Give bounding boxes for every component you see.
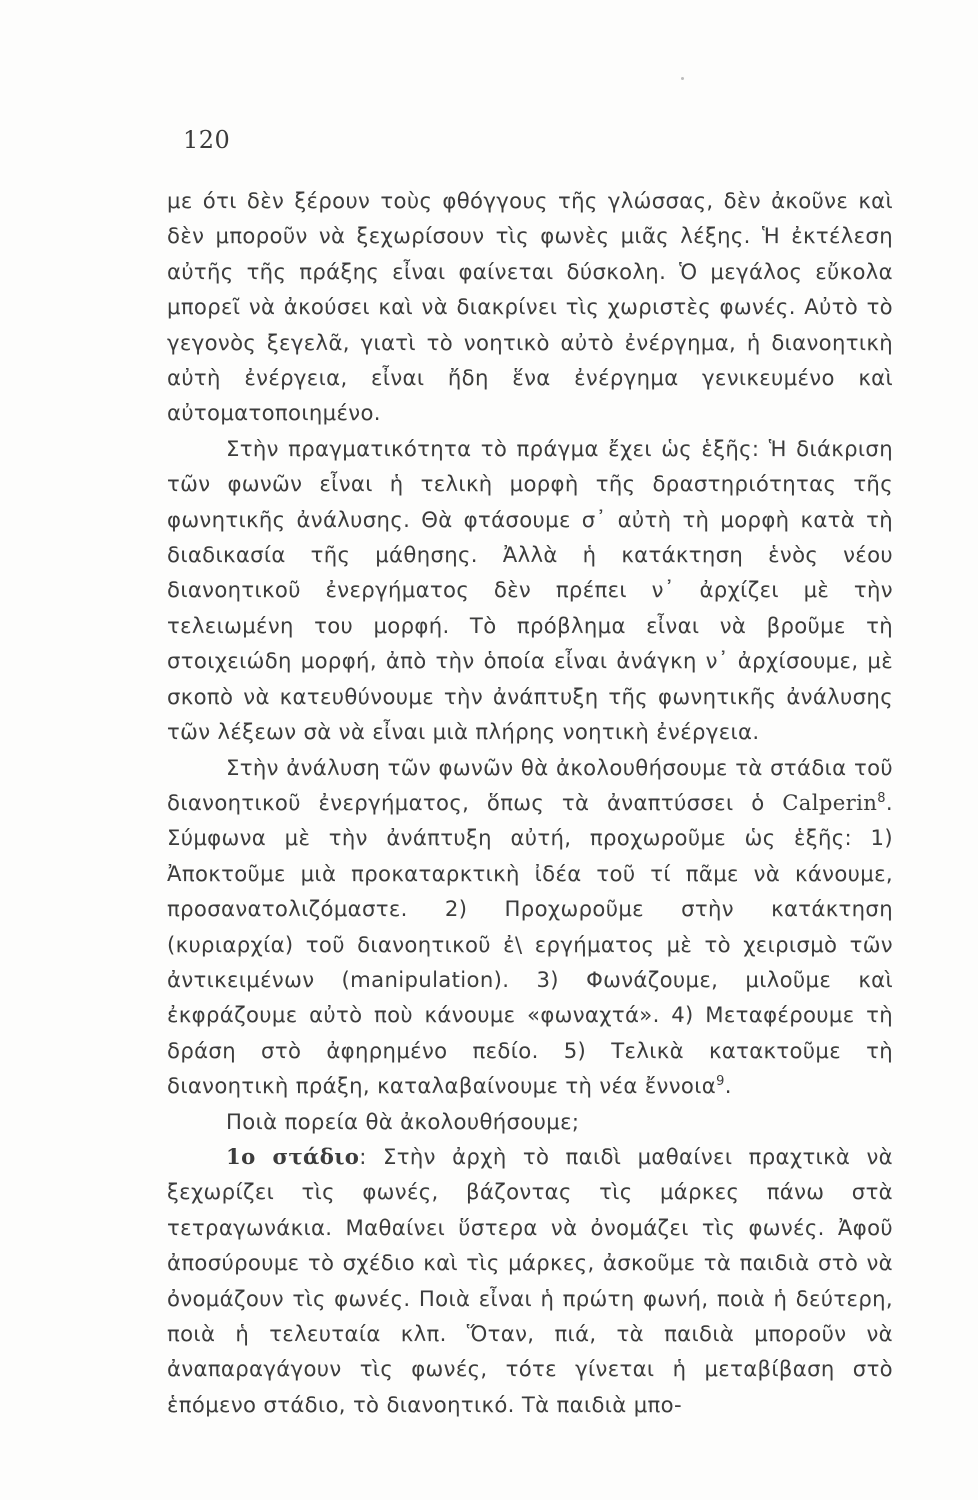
paragraph-continuation: με ότι δὲν ξέρουν τοὺς φθόγγους τῆς γλώσσας, δὲν ἀκοῦνε καὶ δὲν μποροῦν νὰ ξεχωρίσουν τὶς φωνὲς μιᾶς λέξης. Ἡ ἐκτέλεση αὐτῆς τῆς πράξης εἶναι φαίνεται δύσκολη. Ὁ μεγάλος εὔκολα μπορεῖ νὰ ἀκούσει καὶ νὰ διακρίνει τὶς χωριστὲς φωνές. Αὐτὸ τὸ γεγονὸς ξεγελᾶ, γιατὶ τὸ νοητικὸ αὐτὸ ἐνέργημα, ἡ διανοητικὴ αὐτὴ ἐνέργεια, εἶναι ἤδη ἕνα ἐνέργημα γενικευμένο καὶ αὐτοματοποιημένο.: [167, 188, 893, 426]
page-number: 120: [183, 126, 231, 154]
paragraph-reality: Στὴν πραγματικότητα τὸ πράγμα ἔχει ὡς ἑξῆς: Ἡ διάκριση τῶν φωνῶν εἶναι ἡ τελικὴ μορφὴ τῆς δραστηριότητας τῆς φωνητικῆς ἀνάλυσης. Θὰ φτάσουμε σ᾿ αὐτὴ τὴ μορφὴ κατὰ τὴ διαδικασία τῆς μάθησης. Ἀλλὰ ἡ κατάκτηση ἑνὸς νέου διανοητικοῦ ἐνεργήματος δὲν πρέπει ν᾿ ἀρχίζει μὲ τὴν τελειωμένη του μορφή. Τὸ πρόβλημα εἶναι νὰ βροῦμε τὴ στοιχειώδη μορφή, ἀπὸ τὴν ὁποία εἶναι ἀνάγκη ν᾿ ἀρχίσουμε, μὲ σκοπὸ νὰ κατευθύνουμε τὴν ἀνάπτυξη τῆς φωνητικῆς ἀνάλυσης τῶν λέξεων σὰ νὰ εἶναι μιὰ πλήρης νοητικὴ ἐνέργεια.: [167, 435, 893, 745]
stage-text: Στὴν ἀρχὴ τὸ παιδὶ μαθαίνει πραχτικὰ νὰ ξεχωρίζει τὶς φωνές, βάζοντας τὶς μάρκες πάνω στὰ τετραγωνάκια. Μαθαίνει ὕστερα νὰ ὀνομάζει τὶς φωνές. Ἀφοῦ ἀποσύρουμε τὸ σχέδιο καὶ τὶς μάρκες, ἀσκοῦμε τὰ παιδιὰ στὸ νὰ ὀνομάζουν τὶς φωνές. Ποιὰ εἶναι ἡ πρώτη φωνή, ποιὰ ἡ δεύτερη, ποιὰ ἡ τελευταία κλπ. Ὅταν, πιά, τὰ παιδιὰ μποροῦν νὰ ἀναπαραγάγουν τὶς φωνές, τότε γίνεται ἡ μεταβίβαση στὸ ἑπόμενο στάδιο, τὸ διανοητικό. Τὰ παιδιὰ μπο-: [167, 1143, 893, 1417]
author-name: Calperin: [782, 789, 878, 815]
paragraph-stages-list: Σύμφωνα μὲ τὴν ἀνάπτυξη αὐτή, προχωροῦμε ὡς ἑξῆς: 1) Ἀποκτοῦμε μιὰ προκαταρκτικὴ ἰδέα τοῦ τί πᾶμε νὰ κάνουμε, προσανατολιζόμαστε. 2) Προχωροῦμε στὴν κατάκτηση (κυριαρχία) τοῦ διανοητικοῦ ἐ\ εργήματος μὲ τὸ χειρισμὸ τῶν ἀντικειμένων (manipulation). 3) Φωνάζουμε, μιλοῦμε καὶ ἐκφράζουμε αὐτὸ ποὺ κάνουμε «φωναχτά». 4) Μεταφέρουμε τὴ δράση στὸ ἀφηρημένο πεδίο. 5) Τελικὰ κατακτοῦμε τὴ διανοητικὴ πράξη, καταλαβαίνουμε τὴ νέα ἔννοια: [167, 825, 893, 1099]
paragraph-stages: Στὴν ἀνάλυση τῶν φωνῶν θὰ ἀκολουθήσουμε τὰ στάδια τοῦ διανοητικοῦ ἐνεργήματος, ὅπως τὰ ἀναπτύσσει ὁ Calperin$^8$. Σύμφωνα μὲ τὴν ἀνάπτυξη αὐτή, προχωροῦμε ὡς ἑξῆς: 1) Ἀποκτοῦμε μιὰ προκαταρκτικὴ ἰδέα τοῦ τί πᾶμε νὰ κάνουμε, προσανατολιζόμαστε. 2) Προχωροῦμε στὴν κατάκτηση (κυριαρχία) τοῦ διανοητικοῦ ἐ\ εργήματος μὲ τὸ χειρισμὸ τῶν ἀντικειμένων (manipulation). 3) Φωνάζουμε, μιλοῦμε καὶ ἐκφράζουμε αὐτὸ ποὺ κάνουμε «φωναχτά». 4) Μεταφέρουμε τὴ δράση στὸ ἀφηρημένο πεδίο. 5) Τελικὰ κατακτοῦμε τὴ διανοητικὴ πράξη, καταλαβαίνουμε τὴ νέα ἔννοια$^9$.: [167, 754, 893, 1099]
question: Ποιὰ πορεία θὰ ἀκολουθήσουμε;: [226, 1108, 580, 1134]
paper-speck: [681, 77, 684, 80]
stage-label: 1ο στάδιο: [226, 1143, 360, 1169]
footnote-9: 9: [716, 1074, 725, 1090]
body-text: [167, 183, 893, 1422]
paragraph-stages-start: Στὴν ἀνάλυση τῶν φωνῶν θὰ ἀκολουθήσουμε τὰ στάδια τοῦ διανοητικοῦ ἐνεργήματος, ὅπως τὰ ἀναπτύσσει ὁ: [167, 754, 893, 815]
footnote-8: 8: [877, 790, 886, 806]
paragraph-stage-one: 1ο στάδιο: Στὴν ἀρχὴ τὸ παιδὶ μαθαίνει πραχτικὰ νὰ ξεχωρίζει τὶς φωνές, βάζοντας τὶς μάρκες πάνω στὰ τετραγωνάκια. Μαθαίνει ὕστερα νὰ ὀνομάζει τὶς φωνές. Ἀφοῦ ἀποσύρουμε τὸ σχέδιο καὶ τὶς μάρκες, ἀσκοῦμε τὰ παιδιὰ στὸ νὰ ὀνομάζουν τὶς φωνές. Ποιὰ εἶναι ἡ πρώτη φωνή, ποιὰ ἡ δεύτερη, ποιὰ ἡ τελευταία κλπ. Ὅταν, πιά, τὰ παιδιὰ μποροῦν νὰ ἀναπαραγάγουν τὶς φωνές, τότε γίνεται ἡ μεταβίβαση στὸ ἑπόμενο στάδιο, τὸ διανοητικό. Τὰ παιδιὰ μπο-: [167, 1143, 893, 1417]
